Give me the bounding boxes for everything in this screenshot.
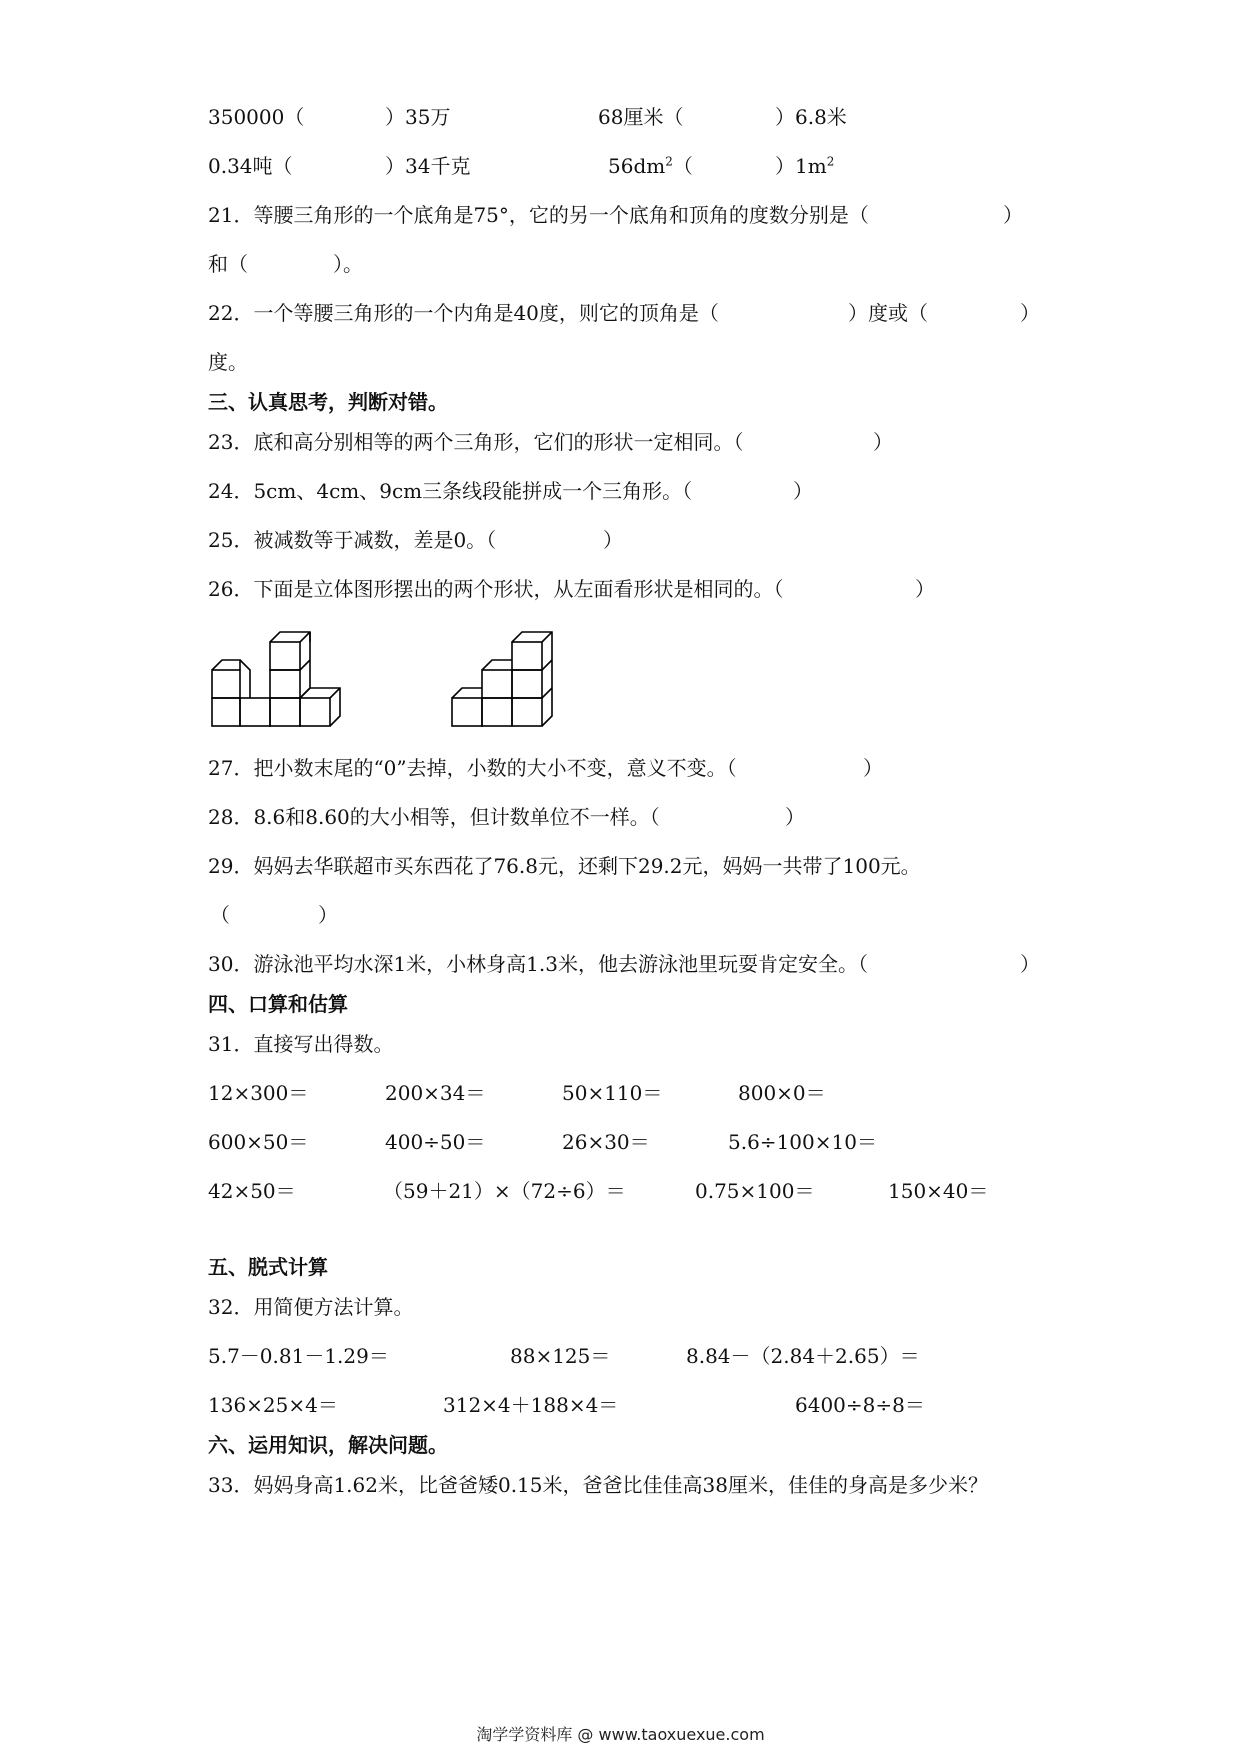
- calc-item: （59＋21）×（72÷6）＝: [383, 1179, 626, 1203]
- cube: [270, 642, 300, 670]
- question-23: 23．底和高分别相等的两个三角形，它们的形状一定相同。（ ）: [208, 430, 893, 454]
- calc-item: 150×40＝: [888, 1179, 989, 1203]
- cube: [482, 698, 512, 726]
- calc-row: [0, 1388, 1241, 1422]
- question-29-line-2: （ ）: [210, 903, 338, 927]
- compare-row-1: [0, 100, 1241, 134]
- section-4-heading: 四、口算和估算: [208, 992, 348, 1016]
- cube: [452, 698, 482, 726]
- compare-item: 0.34吨（: [208, 154, 293, 178]
- cube: [240, 698, 270, 726]
- compare-item: ）6.8米: [775, 105, 847, 129]
- question-25: 25．被减数等于减数，差是0。（ ）: [208, 528, 623, 552]
- cube: [512, 670, 542, 698]
- calc-item: 800×0＝: [738, 1081, 826, 1105]
- calc-row: [0, 1339, 1241, 1373]
- cube: [212, 670, 240, 698]
- calc-row: [0, 1174, 1241, 1208]
- cube-figures: [200, 630, 580, 740]
- question-22: 22．一个等腰三角形的一个内角是40度，则它的顶角是（ ）度或（ ）: [208, 301, 1040, 325]
- compare-row-2: [0, 149, 1241, 183]
- calc-item: 136×25×4＝: [208, 1393, 338, 1417]
- question-21: 21．等腰三角形的一个底角是75°，它的另一个底角和顶角的度数分别是（ ）: [208, 203, 1023, 227]
- question-31-title: 31．直接写出得数。: [208, 1032, 394, 1056]
- footer-watermark: 淘学学资料库 @ www.taoxuexue.com: [476, 1725, 765, 1744]
- compare-item: ）$1m^2$: [775, 154, 835, 178]
- cube-figure-right: [452, 632, 552, 726]
- question-28: 28．8.6和8.60的大小相等，但计数单位不一样。（ ）: [208, 805, 805, 829]
- calc-item: 200×34＝: [385, 1081, 486, 1105]
- compare-item: $56dm^2$（: [608, 154, 693, 178]
- question-32-title: 32．用简便方法计算。: [208, 1295, 414, 1319]
- calc-item: 5.6÷100×10＝: [728, 1130, 877, 1154]
- calc-item: 600×50＝: [208, 1130, 309, 1154]
- calc-row: [0, 1125, 1241, 1159]
- section-5-heading: 五、脱式计算: [208, 1255, 328, 1279]
- cube: [270, 670, 300, 698]
- calc-item: 8.84－（2.84＋2.65）＝: [686, 1344, 920, 1368]
- question-27: 27．把小数末尾的“0”去掉，小数的大小不变，意义不变。（ ）: [208, 756, 883, 780]
- calc-item: 26×30＝: [562, 1130, 650, 1154]
- compare-item: 350000（: [208, 105, 305, 129]
- cube: [512, 642, 542, 670]
- calc-item: 312×4＋188×4＝: [443, 1393, 619, 1417]
- cube: [482, 670, 512, 698]
- question-24: 24．5cm、4cm、9cm三条线段能拼成一个三角形。（ ）: [208, 479, 813, 503]
- question-26: 26．下面是立体图形摆出的两个形状，从左面看形状是相同的。（ ）: [208, 577, 935, 601]
- calc-item: 42×50＝: [208, 1179, 296, 1203]
- calc-item: 12×300＝: [208, 1081, 309, 1105]
- question-33: 33．妈妈身高1.62米，比爸爸矮0.15米，爸爸比佳佳高38厘米，佳佳的身高是多少米？: [208, 1473, 988, 1497]
- calc-item: 400÷50＝: [385, 1130, 486, 1154]
- question-21-line-2: 和（ ）。: [208, 252, 363, 276]
- cube: [270, 698, 300, 726]
- cube-figure-left: [212, 632, 340, 726]
- section-6-heading: 六、运用知识，解决问题。: [208, 1433, 448, 1457]
- cube: [300, 698, 330, 726]
- cube: [212, 698, 240, 726]
- question-30: 30．游泳池平均水深1米，小林身高1.3米，他去游泳池里玩耍肯定安全。（ ）: [208, 952, 1040, 976]
- section-3-heading: 三、认真思考，判断对错。: [208, 390, 448, 414]
- cube: [512, 698, 542, 726]
- compare-item: ）34千克: [385, 154, 471, 178]
- compare-item: 68厘米（: [598, 105, 684, 129]
- calc-item: 6400÷8÷8＝: [795, 1393, 925, 1417]
- calc-row: [0, 1076, 1241, 1110]
- question-29: 29．妈妈去华联超市买东西花了76.8元，还剩下29.2元，妈妈一共带了100元。: [208, 854, 921, 878]
- calc-item: 88×125＝: [510, 1344, 611, 1368]
- calc-item: 5.7－0.81－1.29＝: [208, 1344, 389, 1368]
- calc-item: 0.75×100＝: [695, 1179, 815, 1203]
- calc-item: 50×110＝: [562, 1081, 663, 1105]
- compare-item: ）35万: [385, 105, 451, 129]
- question-22-line-2: 度。: [208, 350, 248, 374]
